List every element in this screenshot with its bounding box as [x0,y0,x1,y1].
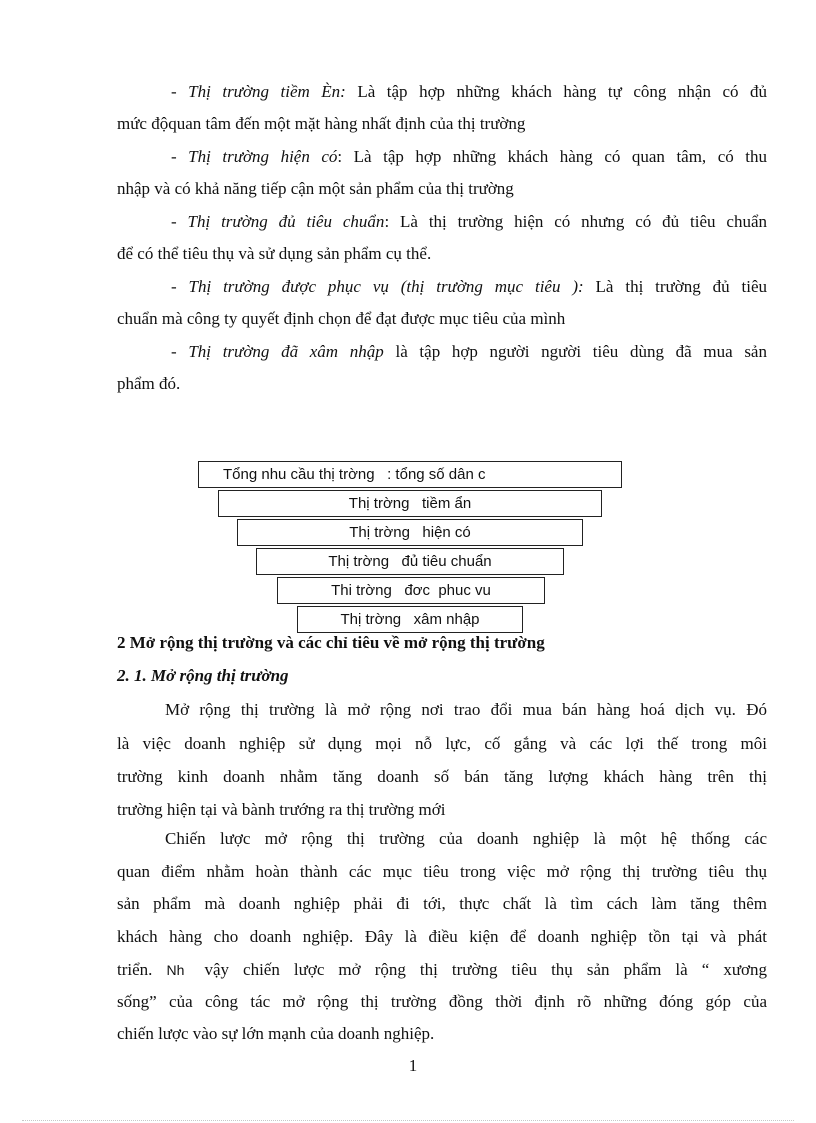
para2-line-2: quan điểm nhằm hoàn thành các mục tiêu trong việc mở rộng thị trường tiêu thụ [117,862,767,881]
para2-line-3: sản phẩm mà doanh nghiệp phải đi tới, thực chất là tìm cách làm tăng thêm [117,894,767,913]
penetrated-market-line-2: phẩm đó. [117,374,181,393]
served-market-line-2: chuẩn mà công ty quyết định chọn để đạt được mục tiêu của mình [117,309,566,328]
page-number: 1 [408,1056,418,1075]
pyramid-level-available: Thị trờng hiện có [237,519,583,546]
served-market-term: - Thị trường được phục vụ (thị trường mục tiêu ): [171,277,584,296]
para2-line-5-start: triển. [117,960,153,979]
latent-market-term: - Thị trường tiềm Èn: [171,82,346,101]
available-market-def: : Là tập hợp những khách hàng có quan tâm, có thu [337,147,767,166]
subsection-heading: 2. 1. Mở rộng thị trường [117,666,289,685]
para1-line-1: Mở rộng thị trường là mở rộng nơi trao đổi mua bán hàng hoá dịch vụ. Đó [165,700,767,719]
para2-line-7: chiến lược vào sự lớn mạnh của doanh nghiệp. [117,1024,435,1043]
qualified-market-line-1 [171,209,767,235]
pyramid-level-total-demand: Tổng nhu cầu thị trờng : tổng số dân c [198,461,622,488]
para2-line-5-rest: vậy chiến lược mở rộng thị trường tiêu thụ sản phẩm là “ xương [204,960,768,979]
qualified-market-def: : Là thị trường hiện có nhưng có đủ tiêu chuẩn [384,212,768,231]
latent-market-line-2: mức độquan tâm đến một mặt hàng nhất định của thị trường [117,114,526,133]
served-market-line-1 [171,274,767,300]
para1-line-2: là việc doanh nghiệp sử dụng mọi nỗ lực, cố gắng và các lợi thế trong môi [117,734,767,753]
available-market-term: - Thị trường hiện có [171,147,338,166]
available-market-line-1 [171,144,767,170]
penetrated-market-term: - Thị trường đã xâm nhập [171,342,384,361]
penetrated-market-def: là tập hợp người người tiêu dùng đã mua sản [383,342,767,361]
qualified-market-term: - Thị trường đủ tiêu chuẩn [171,212,385,231]
para1-line-3: trường kinh doanh nhằm tăng doanh số bán tăng lượng khách hàng trên thị [117,767,767,786]
penetrated-market-line-1 [171,339,767,365]
served-market-def: Là thị trường đủ tiêu [583,277,767,296]
para2-line-4: khách hàng cho doanh nghiệp. Đây là điều kiện để doanh nghiệp tồn tại và phát [117,927,767,946]
pyramid-level-latent: Thị trờng tiềm ẩn [218,490,602,517]
qualified-market-line-2: để có thể tiêu thụ và sử dụng sản phẩm cụ thể. [117,244,432,263]
nh-fragment: Nh [166,962,185,978]
section-heading: 2 Mở rộng thị trường và các chỉ tiêu về mở rộng thị trường [117,633,545,652]
pyramid-level-penetrated: Thị trờng xâm nhập [297,606,523,633]
para1-line-4: trường hiện tại và bành trướng ra thị trường mới [117,800,446,819]
para2-line-5 [117,957,767,983]
para2-line-1: Chiến lược mở rộng thị trường của doanh nghiệp là một hệ thống các [165,829,767,848]
pyramid-level-served: Thi trờng đơc phuc vu [277,577,545,604]
para2-line-6: sống” của công tác mở rộng thị trường đồng thời định rõ những đóng góp của [117,992,767,1011]
page-bottom-divider [22,1120,794,1121]
pyramid-level-qualified: Thị trờng đủ tiêu chuẩn [256,548,564,575]
latent-market-def: Là tập hợp những khách hàng tự công nhận có đủ [345,82,767,101]
available-market-line-2: nhập và có khả năng tiếp cận một sản phẩm của thị trường [117,179,514,198]
latent-market-line-1 [171,79,767,105]
